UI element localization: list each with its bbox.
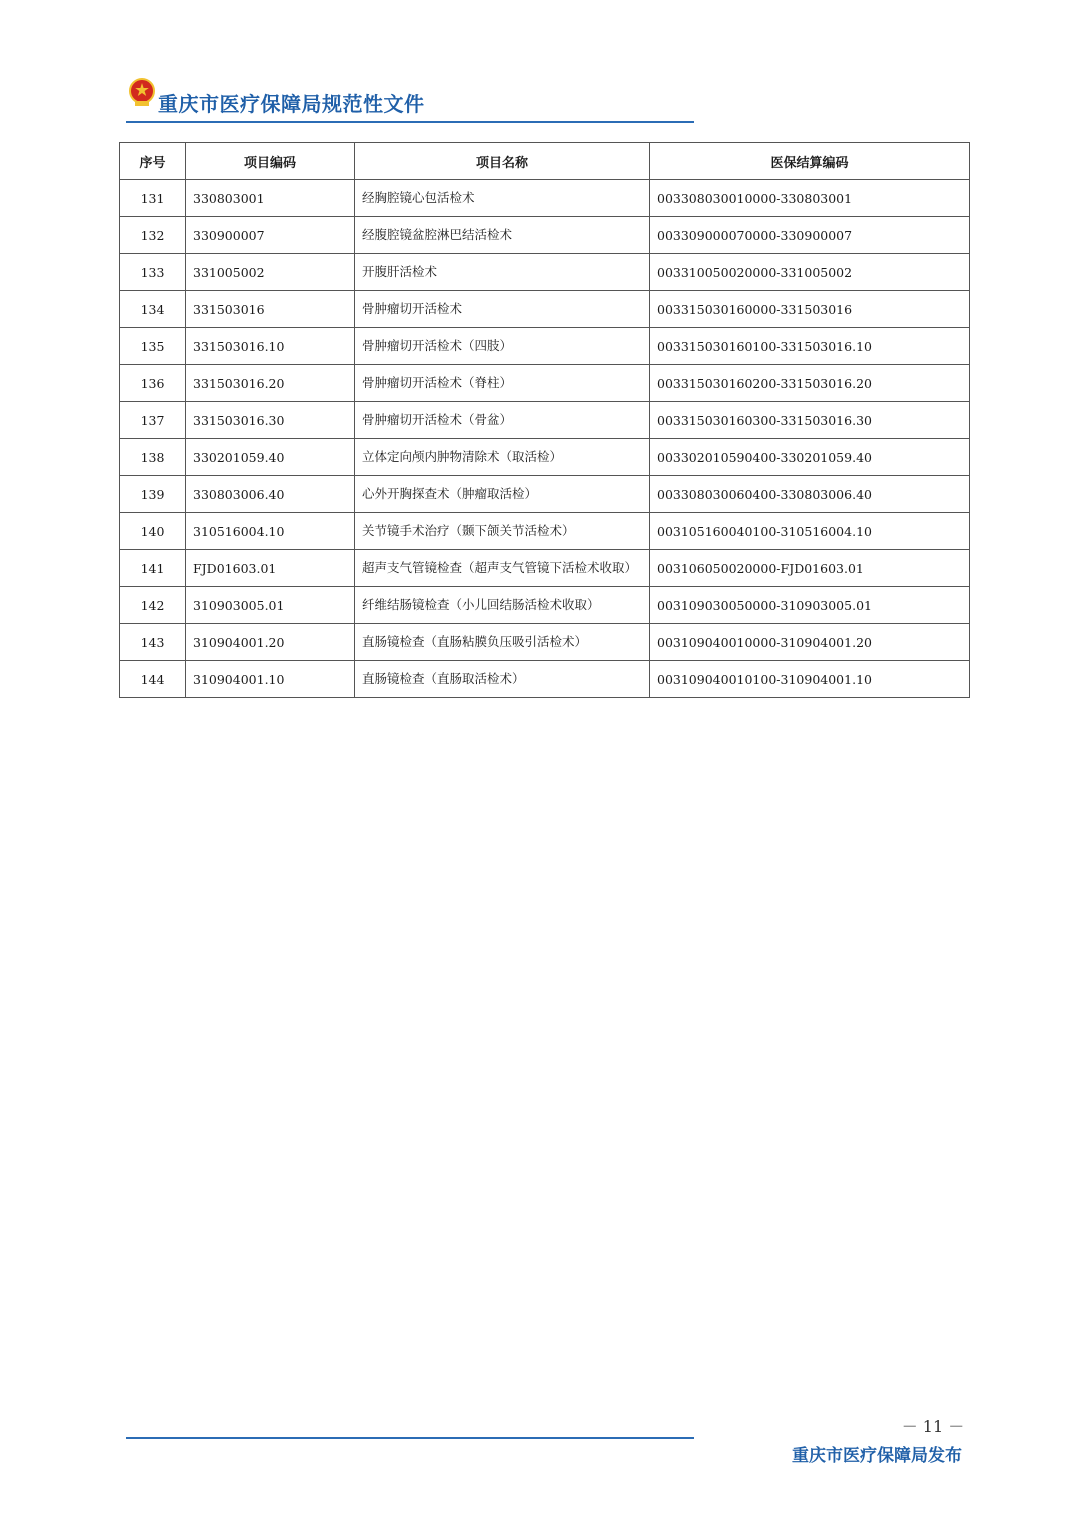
cell-serial: 139 <box>120 476 186 513</box>
cell-settlement-code: 003310050020000-331005002 <box>650 254 970 291</box>
cell-settlement-code: 003315030160200-331503016.20 <box>650 365 970 402</box>
cell-item-name: 纤维结肠镜检查（小儿回结肠活检术收取） <box>355 587 650 624</box>
table-row <box>120 328 970 365</box>
cell-item-name: 直肠镜检查（直肠取活检术） <box>355 661 650 698</box>
header-title: 重庆市医疗保障局规范性文件 <box>158 92 425 116</box>
cell-item-name: 经胸腔镜心包活检术 <box>355 180 650 217</box>
cell-item-code: 330803001 <box>186 180 355 217</box>
cell-settlement-code: 003315030160000-331503016 <box>650 291 970 328</box>
cell-settlement-code: 003308030060400-330803006.40 <box>650 476 970 513</box>
column-header-item-code: 项目编码 <box>186 143 355 180</box>
table-row <box>120 550 970 587</box>
cell-item-code: 331503016.10 <box>186 328 355 365</box>
column-header-serial: 序号 <box>120 143 186 180</box>
footer-publisher: 重庆市医疗保障局发布 <box>792 1446 962 1466</box>
cell-settlement-code: 003109040010100-310904001.10 <box>650 661 970 698</box>
cell-serial: 133 <box>120 254 186 291</box>
table-row <box>120 513 970 550</box>
cell-serial: 136 <box>120 365 186 402</box>
cell-serial: 135 <box>120 328 186 365</box>
table-row <box>120 587 970 624</box>
cell-serial: 132 <box>120 217 186 254</box>
item-table <box>119 142 970 698</box>
cell-settlement-code: 003309000070000-330900007 <box>650 217 970 254</box>
cell-serial: 138 <box>120 439 186 476</box>
cell-serial: 142 <box>120 587 186 624</box>
table-row <box>120 217 970 254</box>
table-row <box>120 476 970 513</box>
cell-serial: 134 <box>120 291 186 328</box>
cell-item-name: 立体定向颅内肿物清除术（取活检） <box>355 439 650 476</box>
cell-settlement-code: 003105160040100-310516004.10 <box>650 513 970 550</box>
cell-serial: 141 <box>120 550 186 587</box>
column-header-settlement-code: 医保结算编码 <box>650 143 970 180</box>
table-row <box>120 402 970 439</box>
table-row <box>120 254 970 291</box>
table-row <box>120 661 970 698</box>
cell-item-code: 330900007 <box>186 217 355 254</box>
header-divider <box>126 121 694 123</box>
cell-item-name: 骨肿瘤切开活检术（四肢） <box>355 328 650 365</box>
cell-item-name: 超声支气管镜检查（超声支气管镜下活检术收取） <box>355 550 650 587</box>
cell-settlement-code: 003109040010000-310904001.20 <box>650 624 970 661</box>
cell-item-code: 310516004.10 <box>186 513 355 550</box>
cell-settlement-code: 003315030160300-331503016.30 <box>650 402 970 439</box>
cell-serial: 137 <box>120 402 186 439</box>
table-row <box>120 439 970 476</box>
footer-divider <box>126 1437 694 1439</box>
cell-item-name: 关节镜手术治疗（颞下颌关节活检术） <box>355 513 650 550</box>
cell-item-code: 331503016 <box>186 291 355 328</box>
table-row <box>120 291 970 328</box>
cell-item-code: FJD01603.01 <box>186 550 355 587</box>
national-emblem-icon <box>128 78 156 108</box>
cell-item-code: 331005002 <box>186 254 355 291</box>
cell-item-name: 直肠镜检查（直肠粘膜负压吸引活检术） <box>355 624 650 661</box>
cell-item-code: 330803006.40 <box>186 476 355 513</box>
table-row <box>120 180 970 217</box>
cell-serial: 143 <box>120 624 186 661</box>
cell-settlement-code: 003109030050000-310903005.01 <box>650 587 970 624</box>
table-row <box>120 365 970 402</box>
cell-settlement-code: 003308030010000-330803001 <box>650 180 970 217</box>
column-header-item-name: 项目名称 <box>355 143 650 180</box>
cell-settlement-code: 003315030160100-331503016.10 <box>650 328 970 365</box>
cell-item-code: 331503016.30 <box>186 402 355 439</box>
cell-item-name: 经腹腔镜盆腔淋巴结活检术 <box>355 217 650 254</box>
cell-item-code: 330201059.40 <box>186 439 355 476</box>
table-row <box>120 624 970 661</box>
table-header-row <box>120 143 970 180</box>
cell-serial: 140 <box>120 513 186 550</box>
cell-item-name: 开腹肝活检术 <box>355 254 650 291</box>
cell-item-code: 310904001.10 <box>186 661 355 698</box>
cell-item-name: 骨肿瘤切开活检术（骨盆） <box>355 402 650 439</box>
page-number: － 11 － <box>901 1417 965 1436</box>
cell-item-name: 骨肿瘤切开活检术 <box>355 291 650 328</box>
cell-item-code: 331503016.20 <box>186 365 355 402</box>
cell-settlement-code: 003302010590400-330201059.40 <box>650 439 970 476</box>
cell-item-name: 骨肿瘤切开活检术（脊柱） <box>355 365 650 402</box>
cell-item-code: 310903005.01 <box>186 587 355 624</box>
cell-serial: 144 <box>120 661 186 698</box>
cell-item-code: 310904001.20 <box>186 624 355 661</box>
cell-serial: 131 <box>120 180 186 217</box>
cell-settlement-code: 003106050020000-FJD01603.01 <box>650 550 970 587</box>
document-header <box>126 78 696 126</box>
cell-item-name: 心外开胸探查术（肿瘤取活检） <box>355 476 650 513</box>
